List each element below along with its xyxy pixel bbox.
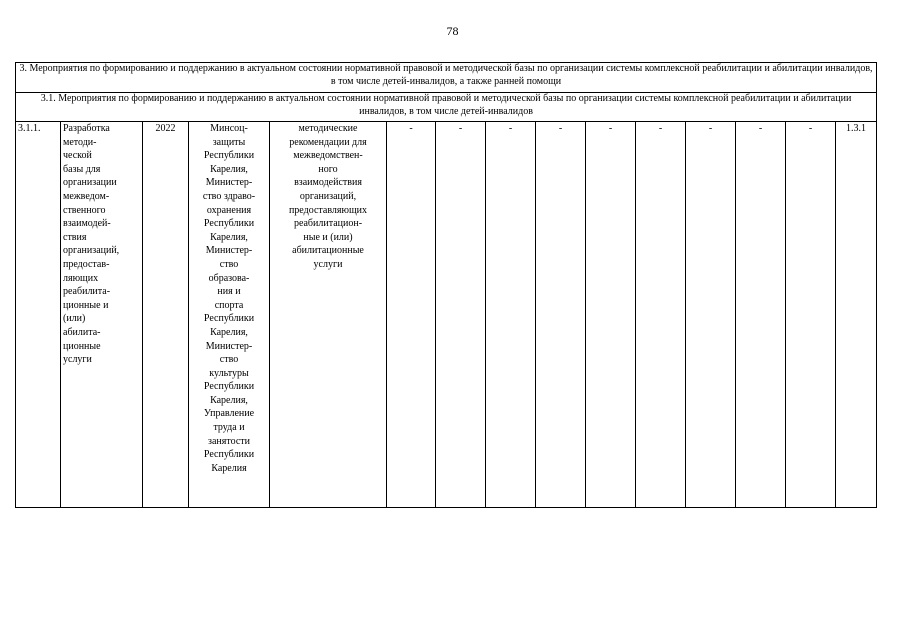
- value-cell: -: [686, 122, 736, 508]
- value-cell: -: [387, 122, 436, 508]
- indicator-number: 1.3.1: [836, 122, 877, 508]
- section-3-row: [16, 63, 877, 93]
- measure-year: 2022: [143, 122, 189, 508]
- value-cell: -: [486, 122, 536, 508]
- section-3-1-heading: 3.1. Мероприятия по формированию и поддержанию в актуальном состоянии нормативной правовой и методической базы по организации системы комплексной реабилитации и абилитации инвалидов, в том числе детей-инвалидов: [16, 93, 877, 122]
- table-row: [16, 122, 877, 508]
- section-3-heading: 3. Мероприятия по формированию и поддержанию в актуальном состоянии нормативной правовой и методической базы по организации системы комплексной реабилитации и абилитации инвалидов, в том числе детей-инвалидов, а также ранней помощи: [16, 63, 877, 93]
- value-cell: -: [786, 122, 836, 508]
- value-cell: -: [636, 122, 686, 508]
- page-number: 78: [446, 24, 459, 38]
- measure-number: 3.1.1.: [16, 122, 61, 508]
- measure-result: методические рекомендации для межведомствен- ного взаимодействия организаций, предоставляющих реабилитацион- ные и (или) абилитационные услуги: [270, 122, 387, 508]
- value-cell: -: [736, 122, 786, 508]
- measure-name: Разработка методи- ческой базы для организации межведом- ственного взаимодей- ствия организаций, предостав- ляющих реабилита- ционные и (или) абилита- ционные услуги: [61, 122, 143, 508]
- measure-executors: Минсоц- защиты Республики Карелия, Министер- ство здраво- охранения Республики Карелия, Министер- ство образова- ния и спорта Республики Карелия, Министер- ство культуры Республики Карелия, Управление труда и занятости Республики Карелия: [189, 122, 270, 508]
- section-3-1-row: [16, 93, 877, 122]
- value-cell: -: [536, 122, 586, 508]
- value-cell: -: [436, 122, 486, 508]
- measures-table: [15, 62, 877, 508]
- value-cell: -: [586, 122, 636, 508]
